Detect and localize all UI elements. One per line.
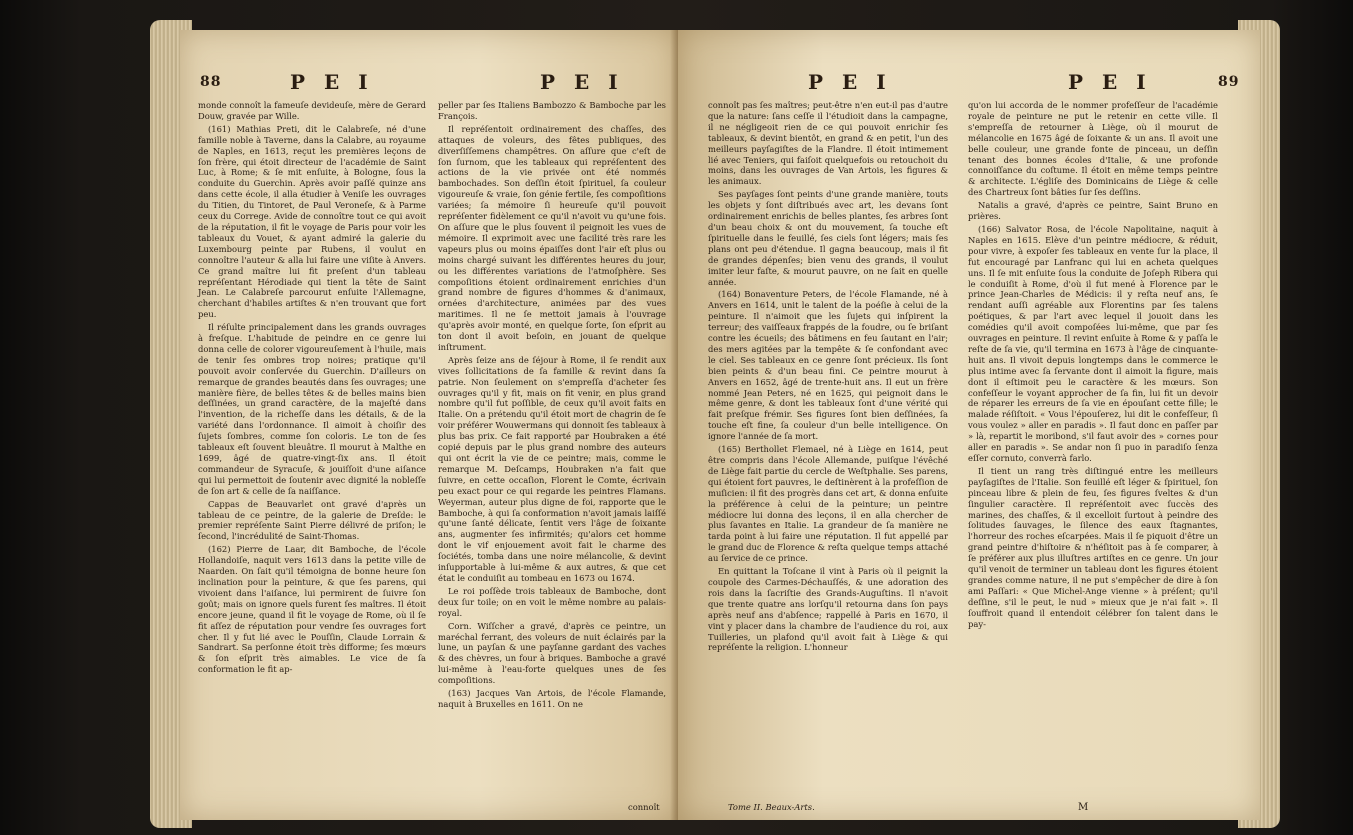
left-catchword: connoît <box>628 802 660 812</box>
left-running-title-2: P E I <box>540 70 624 94</box>
paragraph: connoît pas ſes maîtres; peut-être n'en eut-il pas d'autre que la nature: ſans ceſſe il l'étudioit dans la campagne, il ne négligeoit rien de ce qui pouvoit enrichir ſes tableaux, & devint bientôt, en grand & en petit, l'un des meilleurs payſagiſtes de la Flandre. Il étoit intimement lié avec Teniers, qui faiſoit quelquefois ou retouchoit du moins, dans les ouvrages de Van Artois, les figures & les animaux. <box>708 100 948 187</box>
paragraph: Il tient un rang très diſtingué entre les meilleurs payſagiſtes de l'Italie. Son feuillé eſt léger & ſpirituel, ſon pinceau libre & plein de feu, ſes figures ſveltes & d'un ſingulier caractère. Il repréſentoit avec ſuccès des marines, des chaſſes, & il excelloit ſurtout à peindre des ſolitudes ſauvages, le ſilence des eaux ſtagnantes, l'horreur des roches eſcarpées. Mais il ſe piquoit d'être un grand peintre d'hiſtoire & n'héſitoit pas à ſe comparer, à ſe préférer aux plus illuſtres artiſtes en ce genre. Un jour qu'il venoit de terminer un tableau dont les figures étoient grandes comme nature, il ne put s'empêcher de dire à ſon ami Paſſari: « Que Michel-Ange vienne » à préſent; qu'il deſſine, s'il le peut, le nud » mieux que je n'ai fait ». Il ſouffroit quand il entendoit célébrer ſon talent dans le pay- <box>968 465 1218 629</box>
left-page-number: 88 <box>200 74 222 90</box>
paragraph: Après ſeize ans de ſéjour à Rome, il ſe rendit aux vives ſollicitations de ſa famille & revint dans ſa patrie. Non ſeulement on s'empreſſa d'acheter ſes ouvrages qu'il y fit, mais on fit venir, en plus grand nombre qu'il fut poſſible, de ceux qu'il avoit faits en Italie. On a prétendu qu'il étoit mort de chagrin de ſe voir préférer Wouwermans qui donnoit ſes tableaux à plus bas prix. Ce fait rapporté par Houbraken a été copié depuis par le plus grand nombre des auteurs qui ont écrit la vie de ce peintre; mais, comme le remarque M. Deſcamps, Houbraken n'a fait que ſuivre, en cette occaſion, Florent le Comte, écrivain peu exact pour ce qui regarde les peintres Flamans. Weyerman, auteur plus digne de foi, rapporte que le Bamboche, à qui ſa conformation n'avoit jamais laiſſé qu'une ſanté délicate, ſentit vers l'âge de ſoixante ans, augmenter ſes infirmités; qu'alors cet homme dont le vif enjouement avoit fait le charme des ſociétés, tomba dans une noire mélancolie, & devint inſupportable à lui-même & aux autres, & que cet état le conduiſit au tombeau en 1673 ou 1674. <box>438 354 666 583</box>
right-page <box>678 30 1260 820</box>
left-page-column-1 <box>198 100 426 677</box>
paragraph: (164) Bonaventure Peters, de l'école Flamande, né à Anvers en 1614, unit le talent de la poéſie à celui de la peinture. Il n'aimoit que les ſujets qui inſpirent la terreur; des vaiſſeaux frappés de la foudre, ou ſe briſant contre les écueils; des bâtimens en feu ſautant en l'air; des mers agitées par la tempête & ſe confondant avec le ciel. Ses tableaux en ce genre ſont précieux. Ils ſont bien peints & d'un beau fini. Ce peintre mourut à Anvers en 1652, âgé de trente-huit ans. Il eut un frère nommé Jean Peters, né en 1625, qui peignoit dans le même genre, & dont les tableaux ſont d'une vérité qui fait preſque frémir. Ses figures ſont bien deſſinées, ſa touche eſt fine, ſa couleur d'un belle intelligence. On ignore l'année de ſa mort. <box>708 289 948 442</box>
paragraph: (163) Jacques Van Artois, de l'école Flamande, naquit à Bruxelles en 1611. On ne <box>438 688 666 709</box>
paragraph: En quittant la Toſcane il vint à Paris où il peignit la coupole des Carmes-Déchauſſés, & une adoration des rois dans la ſacriſtie des Grands-Auguſtins. Il n'avoit que trente quatre ans lorſqu'il retourna dans ſon pays après neuf ans d'abſence; rappellé à Paris en 1670, il vint y placer dans la chambre de l'audience du roi, aux Tuilleries, un plafond qu'il avoit fait à Liège & qui repréſente la religion. L'honneur <box>708 566 948 653</box>
paragraph: Il réſulte principalement dans les grands ouvrages à freſque. L'habitude de peindre en ce genre lui donna celle de colorer vigoureuſement à l'huile, mais de tenir ſes ombres trop noires; pratique qu'il pouvoit avoir conſervée du Guerchin. D'ailleurs on remarque de grandes beautés dans ſes ouvrages; une manière fière, de belles têtes & de belles mains bien deſſinées, un grand caractère, de la majeſté dans l'invention, de la richeſſe dans les détails, & de la variété dans l'ordonnance. Il aimoit à choiſir des ſujets ſombres, comme ſon coloris. Le ton de ſes tableaux eſt ſouvent bleuâtre. Il mourut à Malthe en 1699, âgé de quatre-vingt-ſix ans. Il étoit commandeur de Syracuſe, & jouiſſoit d'une aiſance qui lui permettoit de ſoutenir avec dignité la nobleſſe de ſon art & celle de ſa naiſſance. <box>198 322 426 496</box>
paragraph: Corn. Wiſſcher a gravé, d'après ce peintre, un maréchal ferrant, des voleurs de nuit éclairés par la lune, un payſan & une payſanne gardant des vaches & des chèvres, un four à briques. Bamboche a gravé lui-même à l'eau-forte quelques unes de ſes compoſitions. <box>438 620 666 686</box>
left-page <box>180 30 678 820</box>
paragraph: (166) Salvator Rosa, de l'école Napolitaine, naquit à Naples en 1615. Elève d'un peintre médiocre, & réduit, pour vivre, à expoſer ſes tableaux en vente ſur la place, il fut encouragé par Lanfranc qui lui en acheta quelques uns. Il ſe mit enſuite ſous la conduite de Joſeph Ribera qui le conduiſit à Rome, d'où il fut mené à Florence par le prince Jean-Charles de Médicis: il y reſta neuf ans, ſe rendant auſſi agréable aux Florentins par ſes talens poétiques, & par l'art avec lequel il jouoit dans les comédies qu'il avoit compoſées lui-même, que par ſes ouvrages en peinture. Il revint enſuite à Rome & y paſſa le reſte de ſa vie, qu'il termina en 1673 à l'âge de cinquante-huit ans. Il vivoit depuis longtemps dans le commerce le plus intime avec ſa ſervante dont il aimoit la figure, mais dont il eſtimoit peu le caractère & les mœurs. Son confeſſeur le voyant approcher de ſa fin, lui fit un devoir de réparer les erreurs de ſa vie en épouſant cette fille; le malade réſiſtoit. « Vous l'épouſerez, lui dit le confeſſeur, ſi vous voulez » aller en paradis ». Il faut donc en paſſer par » là, repartit le moribond, s'il faut avoir des » cornes pour aller en paradis ». Se andar non ſi puo in paradiſo ſenza eſſer cornuto, converrà farlo. <box>968 223 1218 463</box>
paragraph: Ses payſages ſont peints d'une grande manière, touts les objets y ſont diſtribués avec art, les devans ſont ordinairement enrichis de belles plantes, ſes arbres ſont d'un beau choix & ont du mouvement, ſa touche eſt ſpirituelle dans le feuillé, ſes ciels ſont légers; mais ſes plans ont peu d'étendue. Il gagna beaucoup, mais il fit de grandes dépenſes; bien venu des grands, il voulut imiter leur faſte, & mourut pauvre, on ne ſait en quelle année. <box>708 189 948 287</box>
paragraph: Le roi poſſède trois tableaux de Bamboche, dont deux ſur toile; on en voit le même nombre au palais-royal. <box>438 585 666 618</box>
paragraph: Natalis a gravé, d'après ce peintre, Saint Bruno en prières. <box>968 200 1218 222</box>
paragraph: (161) Mathias Preti, dit le Calabreſe, né d'une famille noble à Taverne, dans la Calabre, au royaume de Naples, en 1613, reçut les premières leçons de ſon frère, qui étoit directeur de l'académie de Saint Luc, à Rome; & ſe mit enſuite, à Bologne, ſous la conduite du Guerchin. Après avoir paſſé quinze ans dans cette école, il alla étudier à Veniſe les ouvrages du Titien, du Tintoret, de Paul Veroneſe, & à Parme ceux du Correge. Avide de connoître tout ce qui avoit de la réputation, il fit le voyage de Paris pour voir les tableaux du Vouet, & ayant admiré la galerie du Luxembourg peinte par Rubens, il voulut en connoître l'auteur & alla lui faire une viſite à Anvers. Ce grand maître lui fit preſent d'un tableau repréſentant Hérodiade qui tient la tête de Saint Jean. Le Calabreſe parcourut enſuite l'Allemagne, cherchant d'habiles artiſtes & n'en trouvant que fort peu. <box>198 123 426 320</box>
paragraph: Il repréſentoit ordinairement des chaſſes, des attaques de voleurs, des fêtes publiques, des diverſiſſemens champêtres. On aſſure que c'eſt de ſon ſurnom, que les tableaux qui repréſentent des actions de la vie privée ont été nommés bambochades. Son deſſin étoit ſpirituel, ſa couleur vigoureuſe & vraie, ſon génie fertile, ſes compoſitions variées; ſa mémoire ſi heureuſe qu'il pouvoit repréſenter fidèlement ce qu'il n'avoit vu qu'une fois. On aſſure que le plus ſouvent il peignoit les vues de mémoire. Il exprimoit avec une facilité très rare les vapeurs plus ou moins épaiſſes dont l'air eſt plus ou moins chargé suivant les différentes heures du jour, ou les différentes variations de l'atmoſphère. Ses compoſitions étoient ordinairement enrichies d'un grand nombre de figures d'hommes & d'animaux, ornées d'architecture, animées par des vues maritimes. Il ne ſe mettoit jamais à l'ouvrage qu'après avoir monté, en quelque ſorte, ſon eſprit au ton dont il avoit beſoin, en jouant de quelque inſtrument. <box>438 123 667 352</box>
paragraph: peller par ſes Italiens Bambozzo & Bamboche par les François. <box>438 100 666 121</box>
right-running-title-1: P E I <box>808 70 892 94</box>
paragraph: (162) Pierre de Laar, dit Bamboche, de l'école Hollandoiſe, naquit vers 1613 dans la petite ville de Naarden. On ſait qu'il témoigna de bonne heure ſon inclination pour la peinture, & que ſes parens, qui vivoient dans l'aiſance, lui permirent de ſuivre ſon goût; mais on ignore quels furent ſes maîtres. Il étoit encore jeune, quand il fit le voyage de Rome, où il ſe fit aſſez de réputation pour vendre ſes ouvrages fort cher. Il y fut lié avec le Pouſſin, Claude Lorrain & Sandrart. Sa perſonne étoit très difforme; ſes mœurs & ſon eſprit très aimables. Le vice de ſa conformation le fit ap- <box>198 544 426 675</box>
right-running-head <box>678 70 1260 94</box>
paragraph: monde connoît la fameuſe devideuſe, mère de Gerard Douw, gravée par Wille. <box>198 100 426 121</box>
paragraph: qu'on lui accorda de le nommer profeſſeur de l'académie royale de peinture ne put le retenir en cette ville. Il s'empreſſa de retourner à Liège, où il mourut de mélancolie en 1675 âgé de ſoixante & un ans. Il avoit une belle couleur, une grande fonte de pinceau, un deſſin tenant des bonnes écoles d'Italie, & une profonde connoiſſance du coſtume. Il étoit en même temps peintre & architecte. L'égliſe des Dominicains de Liège & celle des Chartreux ſont bâties ſur ſes deſſins. <box>968 100 1218 198</box>
left-running-title-1: P E I <box>290 70 374 94</box>
right-page-number: 89 <box>1218 74 1240 90</box>
right-running-title-2: P E I <box>1068 70 1152 94</box>
signature-line: Tome II. Beaux-Arts. <box>728 802 815 812</box>
paragraph: (165) Berthollet Flemael, né à Liège en 1614, peut être compris dans l'école Allemande, puiſque l'évêché de Liège fait partie du cercle de Weſtphalie. Ses parens, qui étoient fort pauvres, le deſtinèrent à la profeſſion de muſicien: il fit des progrès dans cet art, & donna enſuite la préférence à celui de la peinture; un peintre médiocre lui donna des leçons, il en alla chercher de plus ſavantes en Italie. La grandeur de ſa manière ne tarda point à lui faire une réputation. Il fut appellé par le grand duc de Florence & reſta quelque temps attaché au ſervice de ce prince. <box>708 444 948 564</box>
left-running-head <box>180 70 678 94</box>
left-page-column-2 <box>438 100 666 712</box>
paragraph: Cappas de Beauvarlet ont gravé d'après un tableau de ce peintre, de la galerie de Dreſde: le premier repréſente Saint Pierre délivré de priſon; le ſecond, l'incrédulité de Saint-Thomas. <box>198 498 426 542</box>
right-page-column-1 <box>708 100 948 655</box>
right-page-column-2 <box>968 100 1218 632</box>
signature-mark: M <box>1078 802 1089 813</box>
